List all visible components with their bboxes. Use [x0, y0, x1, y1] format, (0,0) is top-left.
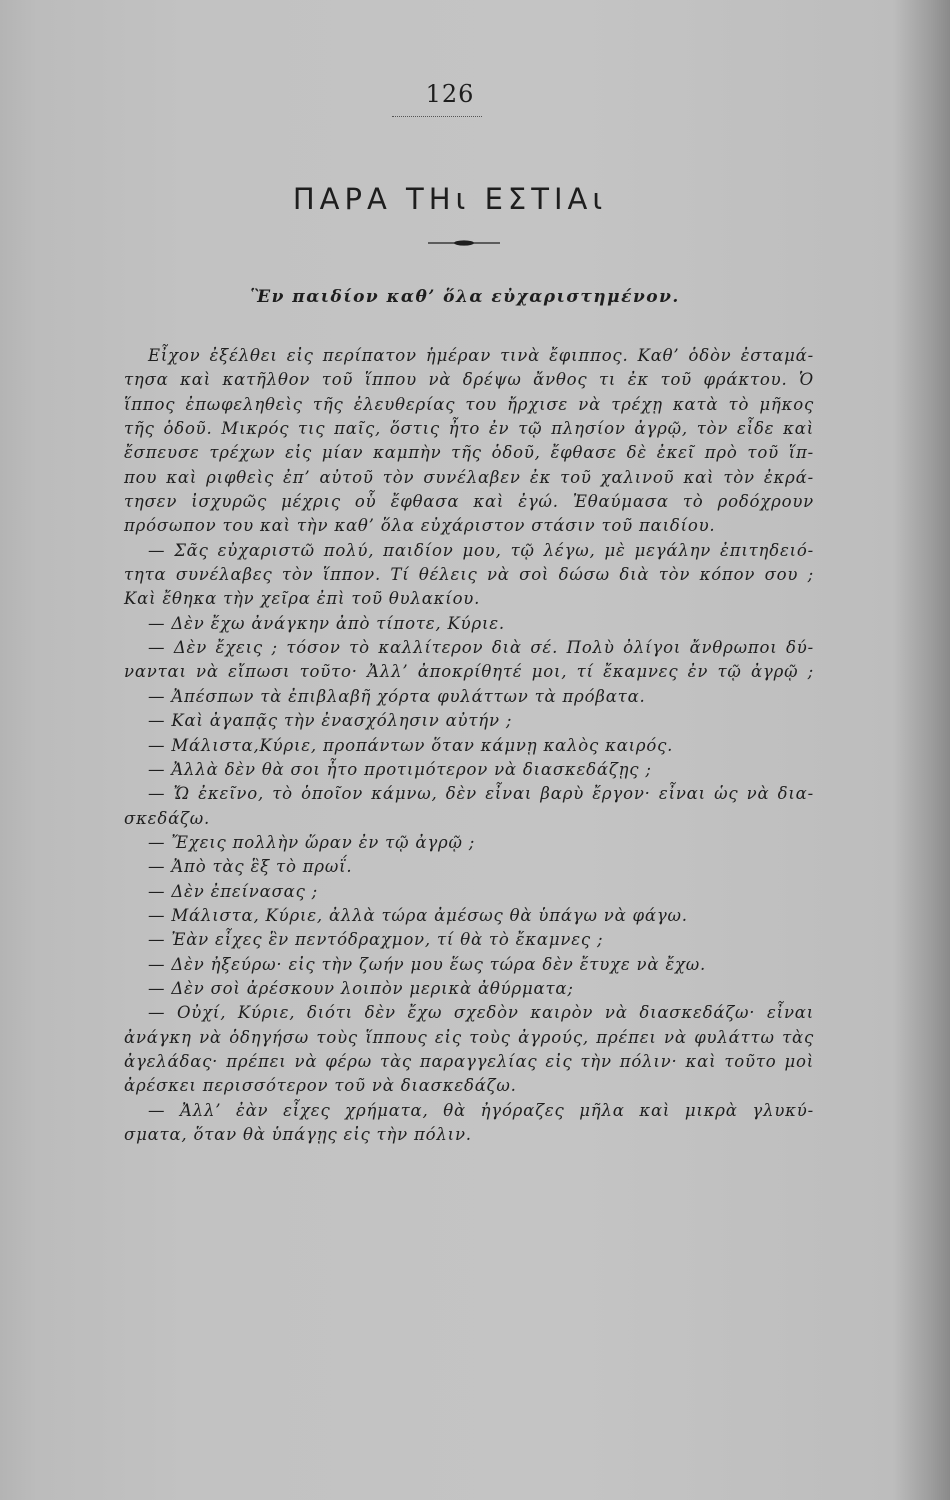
text-line: ἀρέσκει περισσότερον τοῦ νὰ διασκεδάζω. [124, 1076, 517, 1096]
text-line: Καὶ ἔθηκα τὴν χεῖρα ἐπὶ τοῦ θυλακίου. [124, 589, 481, 609]
text-line: — Ἀλλὰ δὲν θὰ σοι ἦτο προτιμότερον νὰ διασκεδάζῃς ; [148, 759, 652, 779]
text-line: ἵππος ἐπωφεληθεὶς τῆς ἐλευθερίας του ἤρχισε νὰ τρέχῃ κατὰ τὸ μῆκος [124, 394, 814, 414]
text-line: ἔσπευσε τρέχων εἰς μίαν καμπὴν τῆς ὁδοῦ, ἔφθασε δὲ ἐκεῖ πρὸ τοῦ ἵπ- [124, 443, 814, 463]
text-line: που καὶ ριφθεὶς ἐπ’ αὐτοῦ τὸν συνέλαβεν ἐκ τοῦ χαλινοῦ καὶ τὸν ἐκρά- [124, 467, 814, 487]
text-line: — Δὲν ἔχεις ; τόσον τὸ καλλίτερον διὰ σέ. Πολὺ ὀλίγοι ἄνθρωποι δύ- [148, 638, 814, 658]
text-line: — Δὲν ἐπείνασας ; [148, 881, 319, 901]
text-line: τησεν ἰσχυρῶς μέχρις οὗ ἔφθασα καὶ ἐγώ. Ἐθαύμασα τὸ ροδόχρουν [124, 492, 814, 512]
text-line: νανται νὰ εἴπωσι τοῦτο· Ἀλλ’ ἀποκρίθητέ μοι, τί ἔκαμνες ἐν τῷ ἀγρῷ ; [124, 662, 814, 682]
text-line: σκεδάζω. [124, 808, 211, 828]
title-ornament [428, 240, 500, 246]
text-line: τησα καὶ κατῆλθον τοῦ ἵππου νὰ δρέψω ἄνθος τι ἐκ τοῦ φράκτου. Ὁ [124, 370, 814, 390]
page-number-rule [392, 116, 482, 117]
chapter-title: ΠΑΡΑ ΤΗι ΕΣΤΙΑι [292, 182, 608, 216]
body-text [124, 344, 814, 1147]
text-line: — Ἔχεις πολλὴν ὥραν ἐν τῷ ἀγρῷ ; [148, 832, 476, 852]
text-line: — Δὲν ἠξεύρω· εἰς τὴν ζωήν μου ἕως τώρα δὲν ἔτυχε νὰ ἔχω. [148, 954, 707, 974]
text-line: Εἶχον ἐξέλθει εἰς περίπατον ἡμέραν τινὰ ἔφιππος. Καθ’ ὁδὸν ἐσταμά- [148, 346, 814, 365]
text-line: — Καὶ ἀγαπᾷς τὴν ἐνασχόλησιν αὐτήν ; [148, 711, 513, 731]
text-line: — Δὲν σοὶ ἀρέσκουν λοιπὸν μερικὰ ἀθύρματα; [148, 978, 574, 998]
text-line: — Μάλιστα,Κύριε, προπάντων ὅταν κάμνῃ καλὸς καιρός. [148, 735, 674, 755]
text-line: ἀνάγκη νὰ ὁδηγήσω τοὺς ἵππους εἰς τοὺς ἀγρούς, πρέπει νὰ φυλάττω τὰς [124, 1027, 814, 1047]
text-line: σματα, ὅταν θὰ ὑπάγῃς εἰς τὴν πόλιν. [124, 1125, 472, 1144]
text-line: — Ἐὰν εἶχες ἓν πεντόδραχμον, τί θὰ τὸ ἔκαμνες ; [148, 930, 604, 950]
text-line: — Ἀπὸ τὰς ἓξ τὸ πρωΐ. [148, 857, 353, 877]
text-line: ἀγελάδας· πρέπει νὰ φέρω τὰς παραγγελίας εἰς τὴν πόλιν· καὶ τοῦτο μοὶ [124, 1051, 814, 1071]
text-line: — Οὐχί, Κύριε, διότι δὲν ἔχω σχεδὸν καιρὸν νὰ διασκεδάζω· εἶναι [148, 1003, 814, 1023]
text-line: — Ἀλλ’ ἐὰν εἶχες χρήματα, θὰ ἠγόραζες μῆλα καὶ μικρὰ γλυκύ- [148, 1100, 814, 1120]
text-line: — Μάλιστα, Κύριε, ἀλλὰ τώρα ἀμέσως θὰ ὑπάγω νὰ φάγω. [148, 905, 688, 925]
text-line: — Ὤ ἐκεῖνο, τὸ ὁποῖον κάμνω, δὲν εἶναι βαρὺ ἔργον· εἶναι ὡς νὰ δια- [148, 784, 814, 804]
text-line: — Σᾶς εὐχαριστῶ πολύ, παιδίον μου, τῷ λέγω, μὲ μεγάλην ἐπιτηδειό- [148, 540, 814, 560]
text-line: — Δὲν ἔχω ἀνάγκην ἀπὸ τίποτε, Κύριε. [148, 613, 505, 633]
text-line: πρόσωπον του καὶ τὴν καθ’ ὅλα εὐχάριστον στάσιν τοῦ παιδίου. [124, 516, 716, 536]
text-line: — Ἀπέσπων τὰ ἐπιβλαβῆ χόρτα φυλάττων τὰ πρόβατα. [148, 686, 646, 706]
story-subtitle: Ἓν παιδίον καθ’ ὅλα εὐχαριστημένον. [250, 287, 680, 307]
text-line: τητα συνέλαβες τὸν ἵππον. Τί θέλεις νὰ σοὶ δώσω διὰ τὸν κόπον σου ; [124, 565, 814, 585]
page-number: 126 [425, 80, 475, 108]
text-line: τῆς ὁδοῦ. Μικρός τις παῖς, ὅστις ἦτο ἐν τῷ πλησίον ἀγρῷ, τὸν εἶδε καὶ [124, 419, 814, 439]
